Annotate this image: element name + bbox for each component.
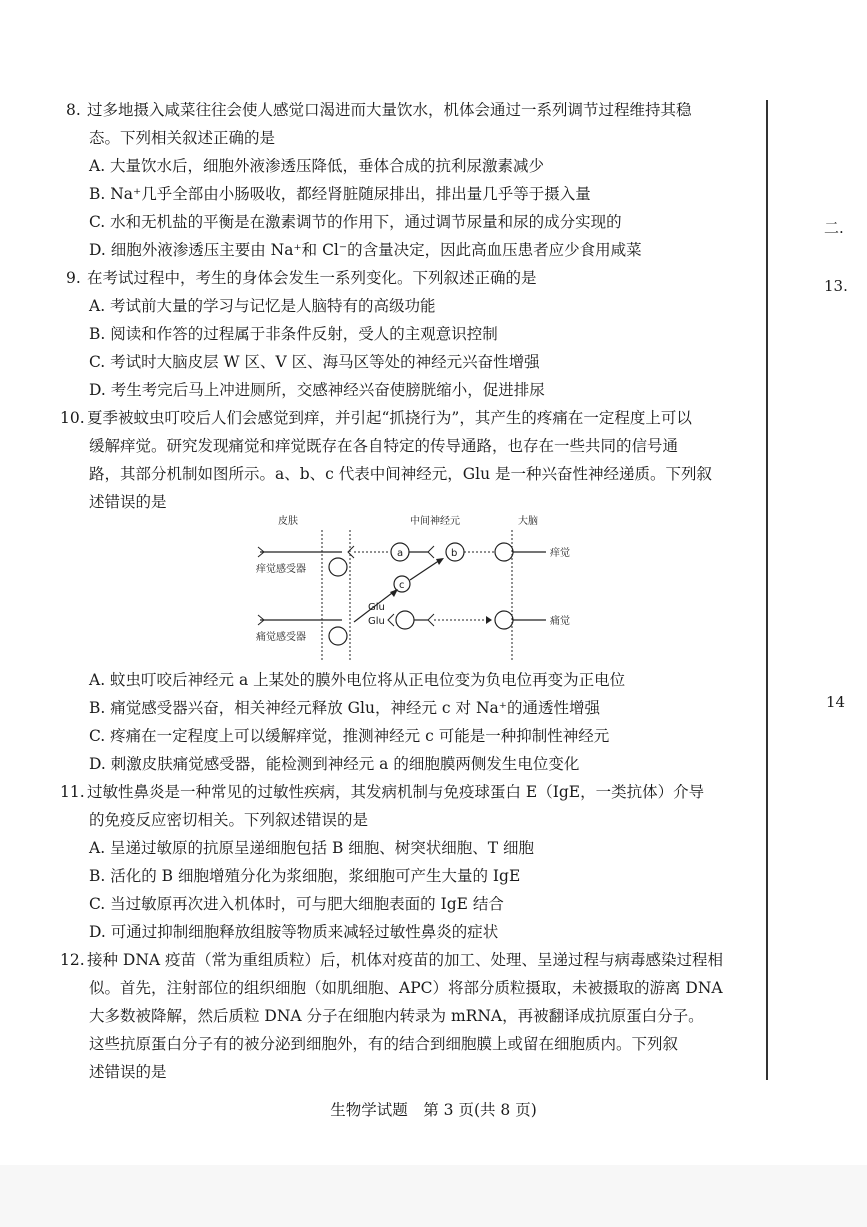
fig-pain-receptor-cell — [329, 627, 347, 645]
fig-label-skin: 皮肤 — [278, 516, 298, 527]
fig-brain-neuron-pain — [495, 611, 513, 629]
q10-option-b: B. 痛觉感受器兴奋，相关神经元释放 Glu，神经元 c 对 Na⁺的通透性增强 — [89, 699, 600, 717]
fig-synapse-1 — [348, 546, 354, 558]
neural-pathway-diagram — [250, 512, 590, 664]
q11-number: 11. — [60, 783, 85, 801]
q10-stem-line4: 述错误的是 — [89, 493, 167, 511]
q8-stem-line2: 态。下列相关叙述正确的是 — [89, 129, 276, 147]
q10-option-c: C. 疼痛在一定程度上可以缓解痒觉，推测神经元 c 可能是一种抑制性神经元 — [89, 727, 610, 745]
q10-number: 10. — [60, 409, 85, 427]
fig-pain-arrowhead — [486, 616, 492, 624]
fig-glu-label-2: Glu — [368, 616, 385, 627]
q9-option-c: C. 考试时大脑皮层 W 区、V 区、海马区等处的神经元兴奋性增强 — [89, 353, 540, 371]
q12-stem-line4: 这些抗原蛋白分子有的被分泌到细胞外，有的结合到细胞膜上或留在细胞质内。下列叙 — [89, 1035, 679, 1053]
fig-synapse-4 — [428, 614, 434, 626]
q8-option-d: D. 细胞外液渗透压主要由 Na⁺和 Cl⁻的含量决定，因此高血压患者应少食用咸菜 — [89, 241, 642, 259]
q8-stem-line1: 过多地摄入咸菜往往会使人感觉口渴进而大量饮水，机体会通过一系列调节过程维持其稳 — [87, 101, 692, 119]
q8-option-c: C. 水和无机盐的平衡是在激素调节的作用下，通过调节尿量和尿的成分实现的 — [89, 213, 622, 231]
fig-synapse-3 — [388, 614, 394, 626]
q8-option-a: A. 大量饮水后，细胞外液渗透压降低，垂体合成的抗利尿激素减少 — [89, 157, 545, 175]
q9-option-b: B. 阅读和作答的过程属于非条件反射，受人的主观意识控制 — [89, 325, 498, 343]
q10-option-d: D. 刺激皮肤痛觉感受器，能检测到神经元 a 的细胞膜两侧发生电位变化 — [89, 755, 580, 773]
fig-label-interneuron: 中间神经元 — [410, 516, 460, 527]
scan-bottom-band — [0, 1165, 867, 1227]
q12-stem-line5: 述错误的是 — [89, 1063, 167, 1081]
fig-label-brain: 大脑 — [518, 516, 538, 527]
side-mark-section-2: 二. — [824, 219, 844, 237]
q10-stem-line3: 路，其部分机制如图所示。a、b、c 代表中间神经元，Glu 是一种兴奋性神经递质。下列叙 — [89, 465, 713, 483]
fig-glu-label-1: Glu — [368, 602, 385, 613]
fig-itch-receptor-cell — [329, 558, 347, 576]
q12-number: 12. — [60, 951, 85, 969]
fig-neuron-c-label: c — [399, 580, 405, 591]
fig-neuron-b-label: b — [451, 548, 458, 559]
fig-label-pain-receptor: 痛觉感受器 — [256, 632, 306, 643]
side-mark-question-14: 14 — [826, 693, 846, 711]
q10-option-a: A. 蚊虫叮咬后神经元 a 上某处的膜外电位将从正电位变为负电位再变为正电位 — [89, 671, 626, 689]
q9-option-a: A. 考试前大量的学习与记忆是人脑特有的高级功能 — [89, 297, 436, 315]
q11-stem-line2: 的免疫反应密切相关。下列叙述错误的是 — [89, 811, 369, 829]
fig-c-to-b-line — [410, 560, 440, 580]
fig-label-itch-receptor: 痒觉感受器 — [256, 564, 306, 575]
q9-number: 9. — [66, 269, 81, 287]
q9-option-d: D. 考生考完后马上冲进厕所，交感神经兴奋使膀胱缩小，促进排尿 — [89, 381, 545, 399]
page-margin-rule — [766, 100, 768, 1080]
fig-label-itch: 痒觉 — [550, 548, 570, 559]
fig-pain-interneuron — [396, 611, 414, 629]
fig-pain-to-c-arrow — [390, 589, 398, 597]
q11-stem-line1: 过敏性鼻炎是一种常见的过敏性疾病，其发病机制与免疫球蛋白 E（IgE，一类抗体）介导 — [87, 783, 705, 801]
q11-option-b: B. 活化的 B 细胞增殖分化为浆细胞，浆细胞可产生大量的 IgE — [89, 867, 521, 885]
q11-option-c: C. 当过敏原再次进入机体时，可与肥大细胞表面的 IgE 结合 — [89, 895, 504, 913]
fig-neuron-a-label: a — [397, 548, 404, 559]
q12-stem-line1: 接种 DNA 疫苗（常为重组质粒）后，机体对疫苗的加工、处理、呈递过程与病毒感染过程相 — [87, 951, 724, 969]
fig-synapse-2 — [428, 546, 434, 558]
q10-stem-line2: 缓解痒觉。研究发现痛觉和痒觉既存在各自特定的传导通路，也存在一些共同的信号通 — [89, 437, 679, 455]
side-mark-question-13: 13. — [824, 277, 848, 295]
fig-label-pain: 痛觉 — [550, 616, 570, 627]
fig-brain-neuron-itch — [495, 543, 513, 561]
q11-option-a: A. 呈递过敏原的抗原呈递细胞包括 B 细胞、树突状细胞、T 细胞 — [89, 839, 535, 857]
q8-number: 8. — [66, 101, 81, 119]
q8-option-b: B. Na⁺几乎全部由小肠吸收，都经肾脏随尿排出，排出量几乎等于摄入量 — [89, 185, 591, 203]
q9-stem-line1: 在考试过程中，考生的身体会发生一系列变化。下列叙述正确的是 — [87, 269, 537, 287]
page-footer: 生物学试题 第 3 页(共 8 页) — [330, 1101, 537, 1119]
q12-stem-line3: 大多数被降解，然后质粒 DNA 分子在细胞内转录为 mRNA，再被翻译成抗原蛋白分子。 — [89, 1007, 704, 1025]
q12-stem-line2: 似。首先，注射部位的组织细胞（如肌细胞、APC）将部分质粒摄取，未被摄取的游离 DNA — [89, 979, 723, 997]
q11-option-d: D. 可通过抑制细胞释放组胺等物质来减轻过敏性鼻炎的症状 — [89, 923, 499, 941]
q10-stem-line1: 夏季被蚊虫叮咬后人们会感觉到痒，并引起“抓挠行为”，其产生的疼痛在一定程度上可以 — [87, 409, 692, 427]
